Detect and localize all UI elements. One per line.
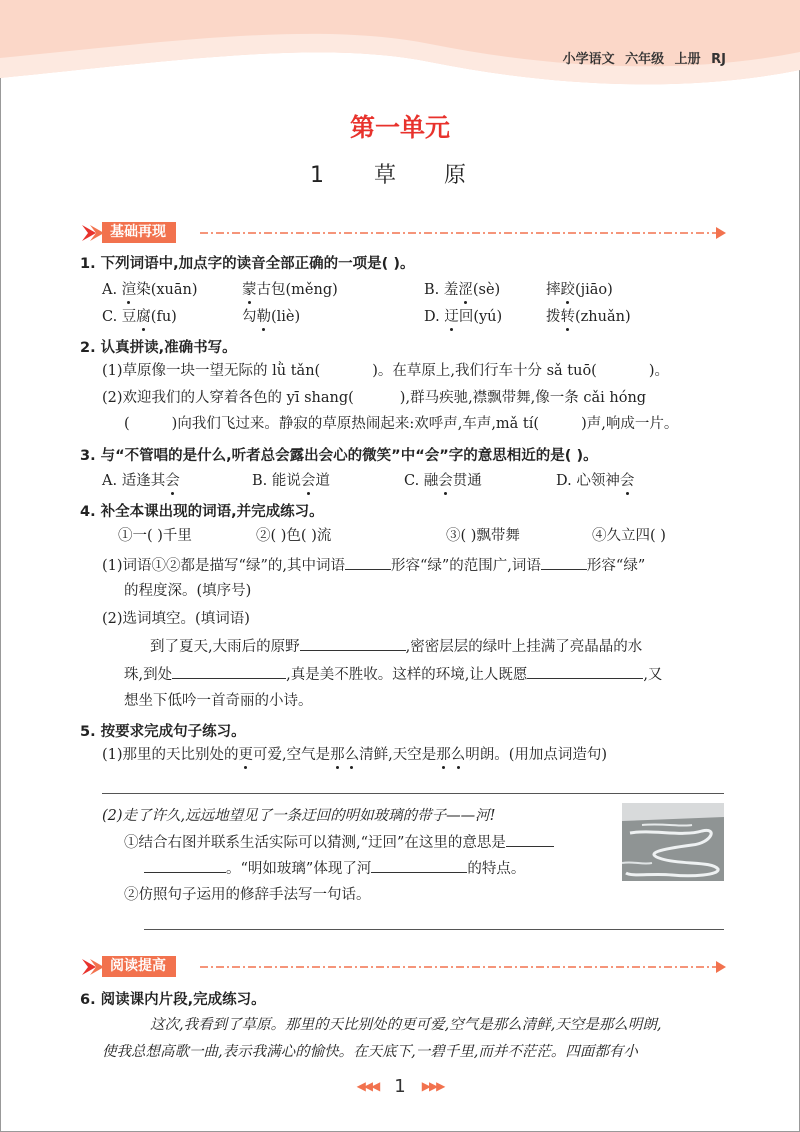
answer-blank[interactable] xyxy=(506,832,554,847)
q2-stem: 2. 认真拼读,准确书写。 xyxy=(80,340,237,356)
q2-text: )。 xyxy=(648,363,669,379)
q4-passage-line3: 想坐下低吟一首奇丽的小诗。 xyxy=(124,693,313,709)
section-banner-basic xyxy=(80,222,728,244)
q1-option-d1: D. 迂回(yú) xyxy=(424,309,503,325)
q5-part1: (1)那里的天比别处的更可爱,空气是那么清鲜,天空是那么明朗。(用加点词造句) xyxy=(102,747,608,763)
prev-arrows-icon: ◀◀◀ xyxy=(356,1079,379,1093)
q4-part1-line2: 的程度深。(填序号) xyxy=(124,583,252,599)
q4-text: ,密密层层的绿叶上挂满了亮晶晶的水 xyxy=(405,639,643,655)
answer-line[interactable] xyxy=(102,793,724,794)
q6-passage-line1: 这次,我看到了草原。那里的天比别处的更可爱,空气是那么清鲜,天空是那么明朗, xyxy=(150,1017,662,1033)
river-photo xyxy=(622,803,724,881)
section-label: 阅读提高 xyxy=(102,956,176,977)
lesson-number: 1 xyxy=(309,163,324,188)
q5-item2: ②仿照句子运用的修辞手法写一句话。 xyxy=(124,887,371,903)
q6-passage-line2: 使我总想高歌一曲,表示我满心的愉快。在天底下,一碧千里,而并不茫茫。四面都有小 xyxy=(102,1044,638,1060)
answer-blank[interactable] xyxy=(371,858,467,873)
unit-title: 第一单元 xyxy=(349,113,450,142)
q1-stem: 1. 下列词语中,加点字的读音全部正确的一项是( )。 xyxy=(80,256,415,272)
q4-text: 到了夏天,大雨后的原野 xyxy=(150,639,300,655)
q2-line-2 xyxy=(102,388,646,408)
q1-option-b1: B. 羞涩(sè) xyxy=(424,282,501,298)
q4-text: ,真是美不胜收。这样的环境,让人既愿 xyxy=(286,667,528,683)
lesson-title xyxy=(0,158,800,189)
q2-line-3 xyxy=(124,414,678,434)
answer-blank[interactable] xyxy=(527,664,643,679)
banner-arrow-icon xyxy=(80,956,728,978)
q5-stem: 5. 按要求完成句子练习。 xyxy=(80,724,246,740)
answer-blank[interactable] xyxy=(345,555,391,570)
q2-text: )向我们飞过来。静寂的草原热闹起来:欢呼声,车声,mǎ tí( xyxy=(171,416,540,432)
q3-option-c: C. 融会贯通 xyxy=(404,473,482,489)
q4-text: 形容“绿”的范围广,词语 xyxy=(390,558,541,574)
q2-text: )。在草原上,我们行车十分 sǎ tuō( xyxy=(372,363,597,379)
q2-text: ( xyxy=(124,416,130,432)
q4-passage-line2 xyxy=(124,664,662,685)
page-number: 1 xyxy=(394,1075,406,1097)
q2-text: ),群马疾驰,襟飘带舞,像一条 cǎi hóng xyxy=(399,390,647,406)
q5-item1-line2 xyxy=(144,858,525,879)
lesson-char-2: 原 xyxy=(444,163,467,188)
q3-option-b: B. 能说会道 xyxy=(252,473,330,489)
q4-word-2: ②( )色( )流 xyxy=(256,528,332,544)
answer-line[interactable] xyxy=(144,929,724,930)
q4-part1-line1 xyxy=(102,555,645,576)
q5-part2: (2)走了许久,远远地望见了一条迂回的明如玻璃的带子——河! xyxy=(102,808,496,824)
q1-option-c1: C. 豆腐(fu) xyxy=(102,309,177,325)
q5-text: 。“明如玻璃”体现了河 xyxy=(226,861,372,877)
section-banner-reading xyxy=(80,956,728,978)
q2-line-1 xyxy=(102,361,669,381)
q4-word-3: ③( )飘带舞 xyxy=(446,528,520,544)
q5-text: 的特点。 xyxy=(467,861,526,877)
q1-option-c2: 勾勒(liè) xyxy=(242,309,301,325)
q4-text: 形容“绿” xyxy=(586,558,646,574)
q4-word-1: ①一( )千里 xyxy=(118,528,192,544)
banner-arrow-icon xyxy=(80,222,728,244)
q4-text: 珠,到处 xyxy=(124,667,173,683)
q1-option-b2: 摔跤(jiāo) xyxy=(546,282,613,298)
answer-blank[interactable] xyxy=(144,858,226,873)
q2-text: )声,响成一片。 xyxy=(581,416,679,432)
q4-passage-line1 xyxy=(150,636,642,657)
q2-text: (1)草原像一块一望无际的 lǜ tǎn( xyxy=(102,363,321,379)
lesson-char-1: 草 xyxy=(373,163,396,188)
q1-option-a1: A. 渲染(xuān) xyxy=(102,282,198,298)
section-label: 基础再现 xyxy=(102,222,176,243)
q2-text: (2)欢迎我们的人穿着各色的 yī shang( xyxy=(102,390,354,406)
q4-text: ,又 xyxy=(643,667,663,683)
answer-blank[interactable] xyxy=(300,636,406,651)
q3-stem: 3. 与“不管唱的是什么,听者总会露出会心的微笑”中“会”字的意思相近的是( )。 xyxy=(80,448,598,464)
answer-blank[interactable] xyxy=(541,555,587,570)
q5-text: ①结合右图并联系生活实际可以猜测,“迂回”在这里的意思是 xyxy=(124,835,506,851)
q4-part2: (2)选词填空。(填词语) xyxy=(102,611,250,627)
q5-item1-line1 xyxy=(124,832,554,853)
page-footer xyxy=(0,1075,800,1097)
q1-option-a2: 蒙古包(měng) xyxy=(242,282,338,298)
next-arrows-icon: ▶▶▶ xyxy=(421,1079,444,1093)
series-label: 小学语文 六年级 上册 RJ xyxy=(562,52,726,67)
q3-option-a: A. 适逢其会 xyxy=(102,473,180,489)
q4-text: (1)词语①②都是描写“绿”的,其中词语 xyxy=(102,558,345,574)
header-wave xyxy=(0,0,800,90)
q6-stem: 6. 阅读课内片段,完成练习。 xyxy=(80,992,266,1008)
q1-option-d2: 拨转(zhuǎn) xyxy=(546,309,631,325)
answer-blank[interactable] xyxy=(172,664,286,679)
q4-word-4: ④久立四( ) xyxy=(592,528,666,544)
q3-option-d: D. 心领神会 xyxy=(556,473,635,489)
q4-stem: 4. 补全本课出现的词语,并完成练习。 xyxy=(80,504,324,520)
